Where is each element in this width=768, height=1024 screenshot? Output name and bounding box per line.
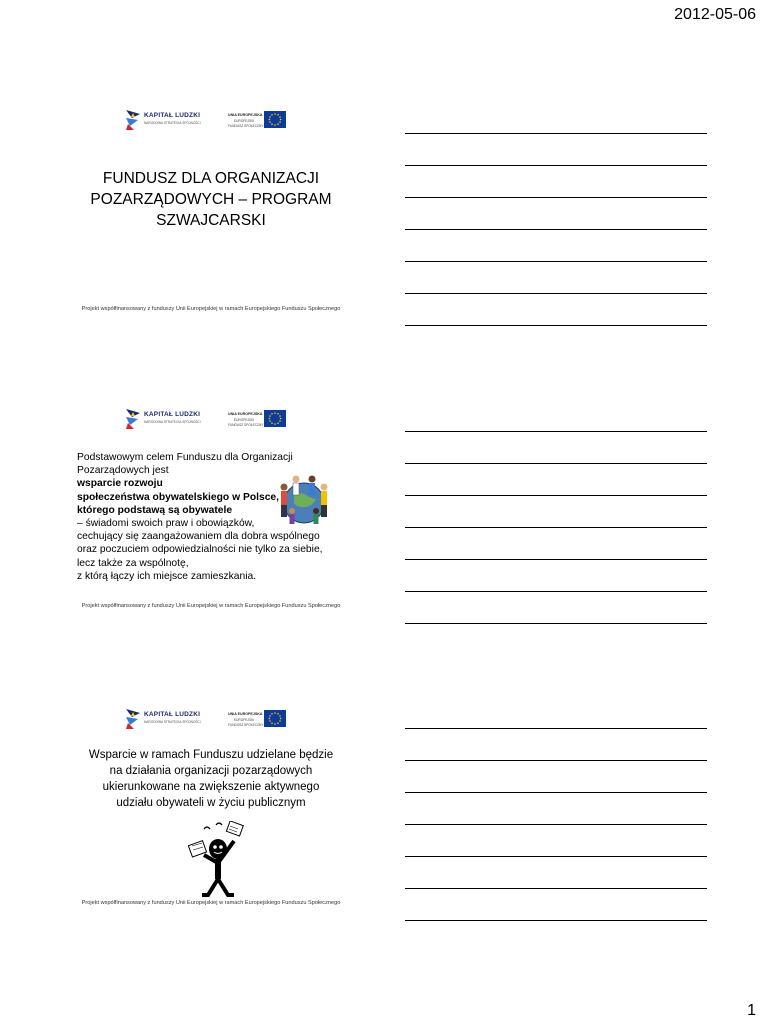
title-line: POZARZĄDOWYCH – PROGRAM	[90, 191, 332, 208]
slide-1	[74, 104, 348, 312]
body-line: Podstawowym celem Funduszu dla Organizacji	[77, 452, 293, 463]
body-line: cechujący się zaangażowaniem dla dobra wspólnego	[77, 531, 320, 543]
kapital-ludzki-logo	[124, 407, 214, 431]
ue-line-3: FUNDUSZ SPOŁECZNY	[228, 423, 264, 427]
kapital-ludzki-logo	[124, 108, 214, 132]
eu-flag-icon	[264, 410, 286, 427]
ue-line-1: UNIA EUROPEJSKA	[228, 113, 263, 117]
ue-line-3: FUNDUSZ SPOŁECZNY	[228, 723, 264, 727]
slide-message	[74, 747, 348, 811]
note-line	[405, 229, 707, 230]
print-date: 2012-05-06	[674, 6, 756, 23]
note-line	[405, 165, 707, 166]
note-line	[405, 824, 707, 825]
kapital-ludzki-name: KAPITAŁ LUDZKI	[144, 411, 201, 418]
kapital-ludzki-name: KAPITAŁ LUDZKI	[144, 711, 201, 718]
eu-flag-icon	[264, 111, 286, 128]
logo-row	[124, 407, 294, 431]
note-line	[405, 261, 707, 262]
kapital-ludzki-sub: NARODOWA STRATEGIA SPÓJNOŚCI	[144, 121, 201, 125]
body-line: Pozarządowych jest	[77, 465, 169, 477]
slide-footer: Projekt współfinansowany z funduszy Unii Europejskiej w ramach Europejskiego Funduszu Społecznego	[81, 603, 341, 609]
body-line: lecz także za wspólnotę,	[77, 557, 189, 569]
slide-title	[74, 168, 348, 231]
ue-line-3: FUNDUSZ SPOŁECZNY	[228, 124, 264, 128]
juggler-figure-icon	[188, 821, 248, 899]
body-line: oraz poczuciem odpowiedzialności nie tylko za siebie,	[77, 544, 323, 556]
ue-line-2: EUROPEJSKI	[234, 119, 255, 123]
note-line	[405, 293, 707, 294]
note-line	[405, 527, 707, 528]
note-line	[405, 559, 707, 560]
title-line: SZWAJCARSKI	[156, 212, 266, 229]
ue-logo-text	[228, 111, 268, 131]
note-line	[405, 920, 707, 921]
ue-line-2: EUROPEJSKI	[234, 418, 255, 422]
slide-3	[74, 703, 348, 911]
note-line	[405, 463, 707, 464]
message-line: ukierunkowane na zwiększenie aktywnego	[102, 781, 320, 793]
kapital-ludzki-name: KAPITAŁ LUDZKI	[144, 112, 201, 119]
slide-footer: Projekt współfinansowany z funduszy Unii Europejskiej w ramach Europejskiego Funduszu Społecznego	[81, 900, 341, 906]
kapital-ludzki-sub: NARODOWA STRATEGIA SPÓJNOŚCI	[144, 420, 201, 424]
page-number: 1	[747, 1002, 756, 1019]
message-line: udziału obywateli w życiu publicznym	[116, 797, 306, 809]
note-line	[405, 623, 707, 624]
title-line: FUNDUSZ DLA ORGANIZACJI	[102, 170, 320, 187]
ue-line-1: UNIA EUROPEJSKA	[228, 412, 263, 416]
ue-line-2: EUROPEJSKI	[234, 718, 255, 722]
logo-row	[124, 108, 294, 132]
message-line: Wsparcie w ramach Funduszu udzielane będzie	[88, 749, 334, 761]
note-line	[405, 888, 707, 889]
body-line-bold: którego podstawą są obywatele	[77, 504, 233, 516]
note-line	[405, 325, 707, 326]
kapital-ludzki-sub: NARODOWA STRATEGIA SPÓJNOŚCI	[144, 720, 201, 724]
note-line	[405, 495, 707, 496]
body-line: – świadomi swoich praw i obowiązków,	[77, 518, 255, 530]
note-line	[405, 760, 707, 761]
kapital-ludzki-logo	[124, 707, 214, 731]
people-around-globe-icon	[276, 473, 332, 527]
ue-logo-text	[228, 710, 268, 730]
note-line	[405, 728, 707, 729]
note-line	[405, 431, 707, 432]
body-line: z którą łączy ich miejsce zamieszkania.	[77, 570, 257, 582]
slide-footer: Projekt współfinansowany z funduszy Unii Europejskiej w ramach Europejskiego Funduszu Społecznego	[81, 306, 341, 312]
body-line-bold: społeczeństwa obywatelskiego w Polsce,	[77, 491, 280, 503]
logo-row	[124, 707, 294, 731]
note-line	[405, 197, 707, 198]
note-line	[405, 591, 707, 592]
note-line	[405, 856, 707, 857]
slide-2	[74, 403, 348, 611]
note-line	[405, 133, 707, 134]
ue-logo-text	[228, 410, 268, 430]
message-line: na działania organizacji pozarządowych	[109, 765, 313, 777]
eu-flag-icon	[264, 710, 286, 727]
note-line	[405, 792, 707, 793]
ue-line-1: UNIA EUROPEJSKA	[228, 712, 263, 716]
body-line-bold: wsparcie rozwoju	[77, 478, 163, 490]
